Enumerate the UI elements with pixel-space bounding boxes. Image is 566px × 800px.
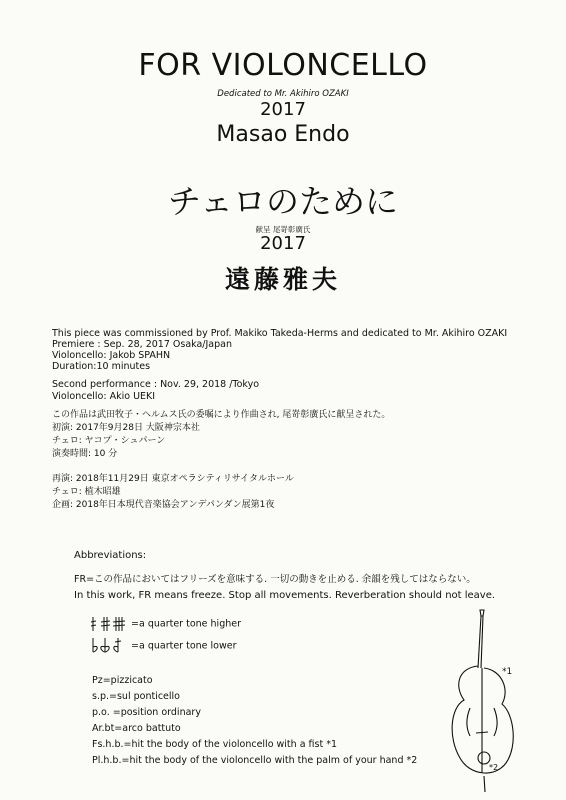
info-jp-commission: この作品は武田牧子・ヘルムス氏の委嘱により作曲され, 尾嵜彰廣氏に献呈された。 (52, 410, 391, 420)
quarter-higher-label: =a quarter tone higher (131, 618, 241, 630)
quarter-tone-lower-row (90, 637, 237, 655)
composer-jp: 遠藤雅夫 (224, 265, 341, 294)
abbrev-pizzicato: Pz=pizzicato (92, 675, 153, 686)
quarter-lower-label: =a quarter tone lower (131, 640, 237, 652)
figure-label-1: *1 (502, 667, 513, 677)
year-jp: 2017 (260, 233, 306, 254)
info-jp-duration: 演奏時間: 10 分 (52, 449, 118, 459)
freeze-definition-en: In this work, FR means freeze. Stop all movements. Reverberation should not leave. (74, 590, 496, 601)
abbrev-fist-hit: Fs.h.b.=hit the body of the violoncello with a fist *1 (92, 739, 338, 750)
abbrev-arco-battuto: Ar.bt=arco battuto (92, 723, 181, 734)
composer: Masao Endo (216, 122, 350, 147)
year: 2017 (260, 99, 306, 120)
info-jp-second-cellist: チェロ: 植木昭雄 (52, 487, 121, 497)
info-duration: Duration:10 minutes (52, 361, 151, 372)
info-commission: This piece was commissioned by Prof. Makiko Takeda-Herms and dedicated to Mr. Akihiro OZAKI (52, 328, 508, 339)
info-premiere: Premiere : Sep. 28, 2017 Osaka/Japan (52, 339, 232, 350)
info-jp-premiere: 初演: 2017年9月28日 大阪神宗本社 (52, 423, 200, 433)
piece-title: FOR VIOLONCELLO (138, 48, 428, 83)
freeze-definition-jp: FR=この作品においてはフリーズを意味する. 一切の動きを止める. 余韻を残してはならない。 (74, 574, 476, 585)
quarter-sharp-icon (90, 615, 128, 633)
info-jp-second-performance: 再演: 2018年11月29日 東京オペラシティリサイタルホール (52, 474, 294, 484)
figure-label-2: *2 (489, 763, 499, 772)
abbrev-position-ordinary: p.o. =position ordinary (92, 707, 201, 718)
info-jp-organizer: 企画: 2018年日本現代音楽協会アンデパンダン展第1夜 (52, 500, 275, 510)
dedication: Dedicated to Mr. Akihiro OZAKI (217, 89, 349, 99)
info-jp-cellist: チェロ: ヤコプ・シュパーン (52, 436, 166, 446)
abbrev-palm-hit: Pl.h.b.=hit the body of the violoncello with the palm of your hand *2 (92, 755, 418, 766)
abbreviations-heading: Abbreviations: (74, 550, 147, 561)
quarter-flat-icon (90, 637, 128, 655)
quarter-tone-higher-row (90, 615, 241, 633)
info-second-cellist: Violoncello: Akio UEKI (52, 391, 156, 402)
info-cellist: Violoncello: Jakob SPAHN (52, 350, 171, 361)
info-second-performance: Second performance : Nov. 29, 2018 /Tokyo (52, 379, 260, 390)
cello-drawing (440, 608, 530, 793)
dedication-jp: 献呈 尾嵜彰廣氏 (255, 225, 311, 234)
piece-title-jp: チェロのために (167, 182, 398, 221)
abbrev-sul-ponticello: s.p.=sul ponticello (92, 691, 180, 702)
